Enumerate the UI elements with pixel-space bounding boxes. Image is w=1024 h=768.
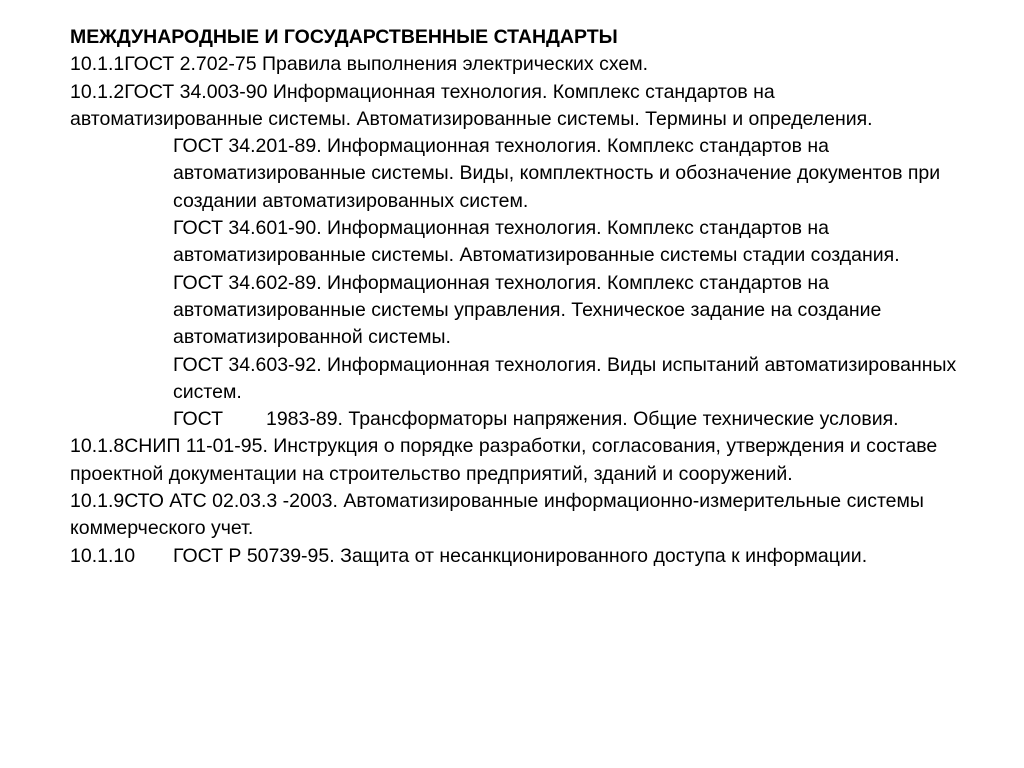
- standard-item-gost-1983: [70, 406, 960, 433]
- standard-item-gost-34-602: [70, 270, 960, 352]
- standard-item-10-1-9: [70, 488, 960, 543]
- item-text: ГОСТ 34.603-92. Информационная технология. Виды испытаний автоматизированных систем.: [173, 353, 957, 403]
- item-number: 10.1.10: [70, 544, 136, 567]
- standard-item-10-1-10: [70, 543, 960, 570]
- standard-item-10-1-1: [70, 51, 960, 78]
- item-prefix: ГОСТ: [173, 408, 223, 431]
- standard-item-10-1-8: [70, 433, 960, 488]
- item-number: 10.1.8: [70, 435, 125, 458]
- standard-item-gost-34-601: [70, 215, 960, 270]
- item-number: 10.1.2: [70, 80, 125, 103]
- item-number: 10.1.9: [70, 490, 125, 513]
- item-text: ГОСТ 34.003-90 Информационная технология. Комплекс стандартов на автоматизированные системы. Автоматизированные системы. Термины и определения.: [70, 80, 873, 130]
- item-text: 1983-89. Трансформаторы напряжения. Общие технические условия.: [265, 408, 899, 431]
- item-text: СТО АТС 02.03.3 -2003. Автоматизированные информационно-измерительные системы коммерческого учет.: [70, 490, 924, 540]
- item-text: ГОСТ 34.602-89. Информационная технология. Комплекс стандартов на автоматизированные системы управления. Техническое задание на создание автоматизированной системы.: [173, 271, 882, 349]
- slide-body: [70, 24, 960, 570]
- item-text: ГОСТ 34.601-90. Информационная технология. Комплекс стандартов на автоматизированные системы. Автоматизированные системы стадии создания.: [173, 217, 900, 267]
- item-text: СНИП 11-01-95. Инструкция о порядке разработки, согласования, утверждения и составе проектной документации на строительство предприятий, зданий и сооружений.: [70, 435, 938, 485]
- standard-item-10-1-2: [70, 79, 960, 134]
- page-title: МЕЖДУНАРОДНЫЕ И ГОСУДАРСТВЕННЫЕ СТАНДАРТЫ: [70, 26, 618, 48]
- item-text: ГОСТ 2.702-75 Правила выполнения электрических схем.: [124, 53, 649, 76]
- standard-item-gost-34-603: [70, 352, 960, 407]
- item-text: ГОСТ 34.201-89. Информационная технология. Комплекс стандартов на автоматизированные системы. Виды, комплектность и обозначение документов при создании автоматизированных систем.: [173, 135, 941, 212]
- item-number: 10.1.1: [70, 53, 125, 76]
- item-text: ГОСТ Р 50739-95. Защита от несанкционированного доступа к информации.: [173, 544, 868, 567]
- standard-item-gost-34-201: [70, 133, 960, 215]
